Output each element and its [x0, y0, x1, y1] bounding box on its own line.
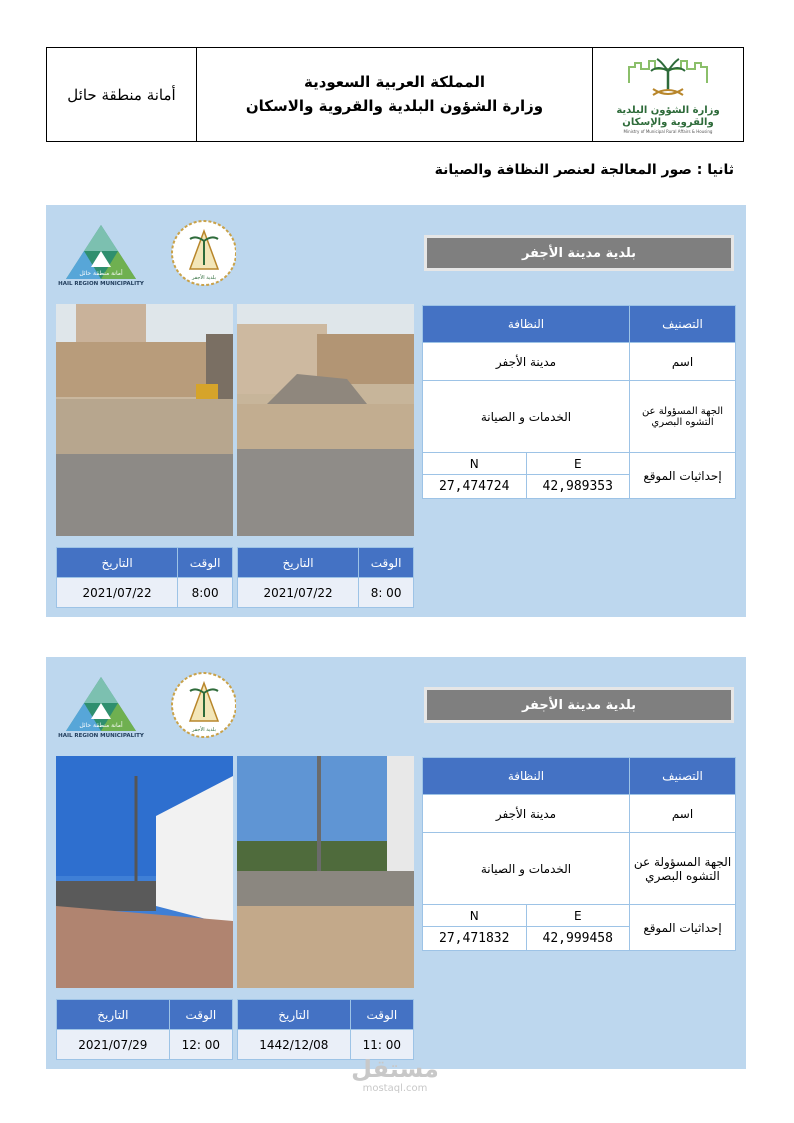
- municipality-banner: بلدية مدينة الأجفر: [424, 687, 734, 723]
- time-label: الوقت: [350, 1000, 413, 1030]
- ajfar-logo-caption: بلدية الأجفر: [192, 727, 216, 733]
- n-value: 27,474724: [423, 475, 527, 499]
- watermark: [340, 1055, 450, 1094]
- photo-image-icon: [237, 756, 414, 988]
- info-table: [422, 305, 736, 499]
- n-value: 27,471832: [423, 927, 527, 951]
- site-photo: [237, 304, 414, 536]
- hail-municipality-logo-icon: [56, 669, 236, 739]
- ajfar-logo-caption: بلدية الأجفر: [192, 275, 216, 281]
- e-label: E: [526, 453, 630, 475]
- hail-logo-english: HAIL REGION MUNICIPALITY: [58, 733, 144, 739]
- category-header: النظافة: [423, 758, 630, 795]
- municipality-name: أمانة منطقة حائل: [67, 85, 176, 104]
- date-value: 2021/07/29: [57, 1030, 170, 1060]
- name-label: اسم: [630, 795, 736, 833]
- date-value: 2021/07/22: [57, 578, 178, 608]
- date-label: التاريخ: [238, 1000, 351, 1030]
- responsible-label: الجهة المسؤولة عن التشوه البصري: [630, 381, 736, 453]
- photo-image-icon: [237, 304, 414, 536]
- hail-municipality-logo-icon: [56, 217, 236, 287]
- e-value: 42,989353: [526, 475, 630, 499]
- panel-logos: [56, 217, 236, 287]
- responsible-label: الجهة المسؤولة عن التشوه البصري: [630, 833, 736, 905]
- classification-header: التصنيف: [630, 758, 736, 795]
- ministry-logo-text: وزارة الشؤون البلدية والقروية والإسكان: [616, 105, 720, 128]
- ministry-logo: [593, 48, 743, 141]
- responsible-value: الخدمات و الصيانة: [423, 381, 630, 453]
- e-label: E: [526, 905, 630, 927]
- photo-image-icon: [56, 304, 233, 536]
- date-label: التاريخ: [57, 548, 178, 578]
- site-photo: [56, 304, 233, 536]
- name-value: مدينة الأجفر: [423, 343, 630, 381]
- time-value: 12: 00: [169, 1030, 232, 1060]
- panel-logos: [56, 669, 236, 739]
- photo-datetime-table: [56, 999, 233, 1060]
- hail-logo-arabic: أمانة منطقة حائل: [79, 722, 123, 729]
- hail-logo-english: HAIL REGION MUNICIPALITY: [58, 281, 144, 287]
- site-photo: [56, 756, 233, 988]
- time-label: الوقت: [359, 548, 414, 578]
- photo-datetime-table: [237, 547, 414, 608]
- category-header: النظافة: [423, 306, 630, 343]
- site-photo: [237, 756, 414, 988]
- photo-datetime-table: [237, 999, 414, 1060]
- time-label: الوقت: [169, 1000, 232, 1030]
- location-label: إحداثيات الموقع: [630, 453, 736, 499]
- document-header: [46, 47, 744, 142]
- info-table: [422, 757, 736, 951]
- responsible-value: الخدمات و الصيانة: [423, 833, 630, 905]
- ministry-emblem-icon: [623, 55, 713, 103]
- photo-datetime-table: [56, 547, 233, 608]
- photo-image-icon: [56, 756, 233, 988]
- name-value: مدينة الأجفر: [423, 795, 630, 833]
- header-left-cell: [47, 48, 197, 141]
- date-value: 2021/07/22: [238, 578, 359, 608]
- n-label: N: [423, 453, 527, 475]
- section-title: ثانيا : صور المعالجة لعنصر النظافة والصيانة: [434, 162, 734, 178]
- name-label: اسم: [630, 343, 736, 381]
- date-label: التاريخ: [238, 548, 359, 578]
- kingdom-title: المملكة العربية السعودية: [303, 73, 486, 92]
- time-value: 11: 00: [350, 1030, 413, 1060]
- e-value: 42,999458: [526, 927, 630, 951]
- watermark-url: mostaql.com: [362, 1083, 428, 1094]
- date-label: التاريخ: [57, 1000, 170, 1030]
- record-panel-1: [46, 205, 746, 617]
- n-label: N: [423, 905, 527, 927]
- record-panel-2: [46, 657, 746, 1069]
- time-label: الوقت: [178, 548, 233, 578]
- hail-logo-arabic: أمانة منطقة حائل: [79, 270, 123, 277]
- location-label: إحداثيات الموقع: [630, 905, 736, 951]
- municipality-banner: بلدية مدينة الأجفر: [424, 235, 734, 271]
- header-title-cell: [197, 48, 593, 141]
- ministry-title: وزارة الشؤون البلدية والقروية والاسكان: [245, 96, 544, 115]
- watermark-logo: مستقل: [351, 1055, 439, 1083]
- time-value: 8: 00: [359, 578, 414, 608]
- time-value: 8:00: [178, 578, 233, 608]
- classification-header: التصنيف: [630, 306, 736, 343]
- date-value: 1442/12/08: [238, 1030, 351, 1060]
- ministry-logo-english: Ministry of Municipal Rural Affairs & Housing: [623, 129, 713, 134]
